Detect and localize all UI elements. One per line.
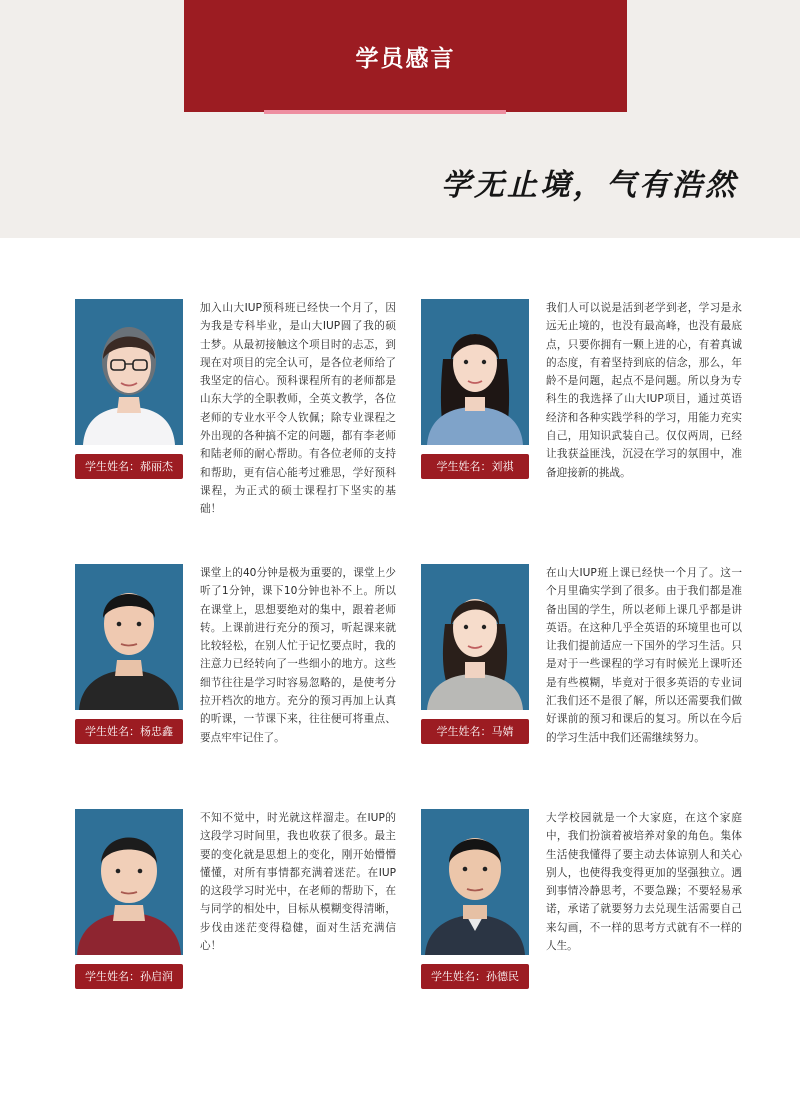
student-photo xyxy=(75,299,183,445)
testimonial-card xyxy=(421,809,751,1039)
title-underline xyxy=(264,110,506,114)
student-name-label: 学生姓名：郝丽杰 xyxy=(75,454,183,479)
student-photo xyxy=(421,809,529,955)
student-photo xyxy=(421,299,529,445)
testimonial-text: 大学校园就是一个大家庭，在这个家庭中，我们扮演着被培养对象的角色。集体生活使我懂得了要主动去体谅别人和关心别人，也使得我变得更加的坚强独立。遇到事情冷静思考，不要急躁；不要轻易承诺，承诺了就要努力去兑现生活需要自己来勾画，不一样的思考方式就有不一样的人生。 xyxy=(546,812,742,953)
testimonial-card xyxy=(75,299,405,529)
testimonial-text: 加入山大IUP预科班已经快一个月了，因为我是专科毕业，是山大IUP圆了我的硕士梦。从最初接触这个项目时的忐忑，到现在对项目的完全认可，是各位老师给了我坚定的信心。预科课程所有的老师都是山东大学的全职教师，全英文教学，各位老师的专业水平令人钦佩；除专业课程之外出现的各种搞不定的问题，都有李老师和陆老师的耐心帮助。有各位老师的支持和帮助，更有信心能考过雅思，学好预科课程，为正式的硕士课程打下坚实的基础！ xyxy=(200,302,396,516)
page-title: 学员感言 xyxy=(355,46,456,72)
student-name-label: 学生姓名：刘祺 xyxy=(421,454,529,479)
testimonial-text: 我们人可以说是活到老学到老，学习是永远无止境的，也没有最高峰，也没有最底点，只要你拥有一颗上进的心，有着真诚的态度，有着坚持到底的信念，那么，年龄不是问题，起点不是问题。所以身为专科生的我选择了山大IUP项目，通过英语经济和各种实践学科的学习，用能力充实自己，用知识武装自己。仅仅两周，已经让我获益匪浅，沉浸在学习的氛围中，准备迎接新的挑战。 xyxy=(546,302,742,479)
testimonial-card xyxy=(421,299,751,529)
title-banner xyxy=(184,0,627,112)
student-name-label: 学生姓名：马婧 xyxy=(421,719,529,744)
student-photo xyxy=(421,564,529,710)
slogan: 学无止境，气有浩然 xyxy=(441,168,738,203)
student-photo xyxy=(75,809,183,955)
student-photo xyxy=(75,564,183,710)
testimonial-card xyxy=(75,564,405,794)
testimonial-card xyxy=(75,809,405,1039)
testimonial-card xyxy=(421,564,751,794)
testimonial-text: 课堂上的40分钟是极为重要的，课堂上少听了1分钟，课下10分钟也补不上。所以在课堂上，思想要绝对的集中，跟着老师转。上课前进行充分的预习，听起课来就比较轻松，在别人忙于记忆要点时，我的注意力已经转向了一些细小的地方。这些细节往往是学习时容易忽略的，是使考分拉开档次的地方。充分的预习再加上认真的听课，一节课下来，往往便可将重点、要点牢牢记住了。 xyxy=(200,567,396,744)
testimonial-text: 在山大IUP班上课已经快一个月了。这一个月里确实学到了很多。由于我们都是准备出国的学生，所以老师上课几乎都是讲英语。在这种几乎全英语的环境里也可以让我们提前适应一下国外的学习生活。只是对于一些课程的学习有时候光上课听还是有些模糊，毕竟对于很多英语的专业词汇我们还不是很了解，所以还需要我们做好课前的预习和课后的复习。所以在今后的学习生活中我们还需继续努力。 xyxy=(546,567,742,744)
student-name-label: 学生姓名：孙德民 xyxy=(421,964,529,989)
testimonial-text: 不知不觉中，时光就这样溜走。在IUP的这段学习时间里，我也收获了很多。最主要的变化就是思想上的变化，刚开始懵懵懂懂，对所有事情都充满着迷茫。在IUP的这段学习时光中，在老师的帮助下，在与同学的相处中，目标从模糊变得清晰，步伐由迷茫变得稳健，面对生活充满信心！ xyxy=(200,812,396,953)
student-name-label: 学生姓名：孙启润 xyxy=(75,964,183,989)
student-name-label: 学生姓名：杨忠鑫 xyxy=(75,719,183,744)
